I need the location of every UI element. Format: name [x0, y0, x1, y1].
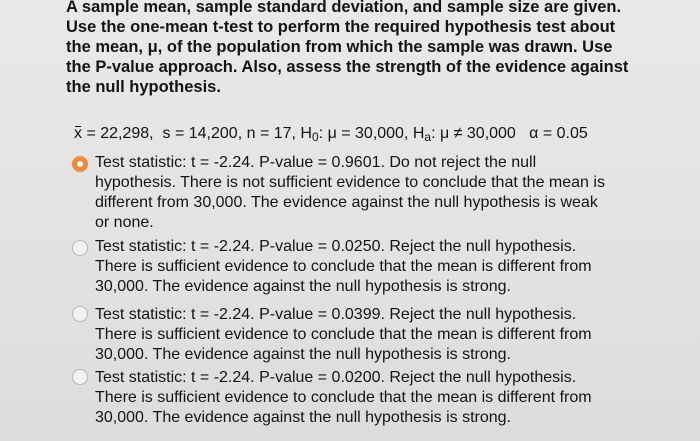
option-line: Test statistic: t = -2.24. P-value = 0.0200. Reject the null hypothesis. — [95, 369, 577, 386]
question-line: the null hypothesis. — [66, 78, 221, 96]
significance-level: α = 0.05 — [529, 125, 588, 142]
option-text — [95, 305, 695, 365]
alt-hypothesis-subscript: a — [424, 130, 432, 144]
question-line: Use the one-mean t-test to perform the required hypothesis test about — [66, 18, 616, 36]
option-text — [95, 368, 695, 428]
question-line: the P-value approach. Also, assess the strength of the evidence against — [66, 58, 629, 76]
option-line: There is sufficient evidence to conclude that the mean is different from — [95, 389, 592, 406]
radio-button[interactable] — [72, 369, 88, 385]
question-prompt — [66, 0, 696, 97]
alt-hypothesis-symbol: H — [412, 125, 425, 142]
option-line: hypothesis. There is not sufficient evidence to conclude that the mean is — [95, 174, 605, 191]
radio-button[interactable] — [72, 240, 88, 256]
null-hypothesis-subscript: 0 — [311, 130, 319, 144]
alt-hypothesis: : μ ≠ 30,000 — [431, 125, 516, 142]
given-values — [74, 125, 588, 143]
option-line: There is sufficient evidence to conclude that the mean is different from — [95, 326, 592, 343]
sample-size: n = 17, — [246, 125, 296, 142]
option-line: Test statistic: t = -2.24. P-value = 0.0250. Reject the null hypothesis. — [95, 238, 577, 255]
option-text — [95, 237, 695, 297]
null-hypothesis: : μ = 30,000, — [318, 125, 409, 142]
question-line: the mean, μ, of the population from which the sample was drawn. Use — [66, 38, 613, 56]
option-line: 30,000. The evidence against the null hypothesis is strong. — [95, 346, 511, 363]
sample-mean-symbol: x — [74, 125, 82, 142]
option-line: 30,000. The evidence against the null hypothesis is strong. — [95, 278, 511, 295]
radio-button[interactable] — [72, 306, 88, 322]
null-hypothesis-symbol: H — [300, 125, 312, 142]
option-line: Test statistic: t = -2.24. P-value = 0.9601. Do not reject the null — [95, 154, 537, 171]
sample-mean-value: = 22,298, — [86, 125, 154, 142]
option-text — [95, 153, 695, 233]
radio-button-selected[interactable] — [72, 156, 88, 172]
option-line: or none. — [95, 214, 154, 231]
question-line: A sample mean, sample standard deviation, and sample size are given. — [66, 0, 622, 16]
option-line: 30,000. The evidence against the null hypothesis is strong. — [95, 409, 511, 426]
option-line: different from 30,000. The evidence against the null hypothesis is weak — [95, 194, 598, 211]
option-line: Test statistic: t = -2.24. P-value = 0.0399. Reject the null hypothesis. — [95, 306, 577, 323]
option-line: There is sufficient evidence to conclude that the mean is different from — [95, 258, 592, 275]
sample-std-dev: s = 14,200, — [162, 125, 243, 142]
